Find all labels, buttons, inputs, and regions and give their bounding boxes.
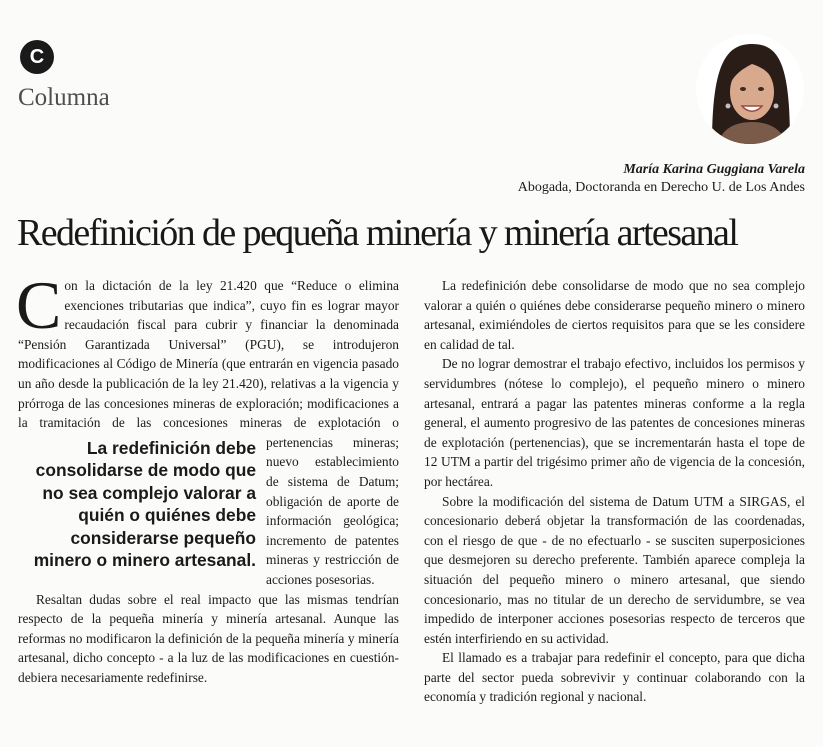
body-paragraph: Resaltan dudas sobre el real impacto que las mismas tendrían respecto de la pequeña minería y minería artesanal. Aunque las reformas no modificaron la definición de la pequeña minería y minería artesanal, dicho concepto - a la luz de las modificaciones en cuestión- debiera necesariamente redefinirse. — [18, 591, 399, 685]
intro-text-continued: mineras de explotación o pertenencias mineras; nuevo establecimiento de sistema de Datum; obligación de aporte de información geológica; incremento de patentes mineras y restricción de acciones posesorias. — [239, 415, 400, 587]
body-paragraph: La redefinición debe consolidarse de modo que no sea complejo valorar a quién o quiénes debe considerarse pequeño minero o minero artesanal, eximiéndoles de ciertos requisitos para que se les considere en calidad de tal. — [424, 278, 805, 352]
pull-quote: La redefinición debe consolidarse de modo que no sea complejo valorar a quién o quiénes debe considerarse pequeño minero o minero artesanal. — [33, 437, 256, 571]
intro-paragraph — [16, 267, 400, 590]
article-column-right — [424, 276, 805, 707]
author-name: María Karina Guggiana Varela — [623, 162, 805, 177]
author-byline — [518, 161, 805, 197]
body-paragraph: De no lograr demostrar el trabajo efectivo, incluidos los permisos y servidumbres (nótese lo complejo), el pequeño minero o minero artesanal, entrará a pagar las patentes mineras conforme a la regla general, el aumento progresivo de las patentes de concesiones mineras de explotación (pertenencias), que se incrementarán hasta el tope de 12 UTM a partir del trigésimo primer año de vigencia de la concesión, por hectárea. — [424, 356, 805, 489]
author-role: Abogada, Doctoranda en Derecho U. de Los Andes — [517, 180, 805, 195]
article-headline: Redefinición de pequeña minería y minería artesanal — [17, 212, 738, 254]
author-portrait-icon — [696, 34, 804, 144]
section-label: Columna — [18, 84, 110, 111]
body-paragraph: El llamado es a trabajar para redefinir el concepto, para que dicha parte del sector pueda sobrevivir y continuar colaborando con la economía y tradición regional y nacional. — [424, 650, 805, 705]
column-badge: C — [20, 40, 54, 74]
drop-cap: C — [16, 267, 62, 343]
body-paragraph: Sobre la modificación del sistema de Datum UTM a SIRGAS, el concesionario deberá objetar la transformación de las coordenadas, con el riesgo de que - de no efectuarlo - se susciten superposiciones que desmejoren su derecho preferente. También aparece compleja la situación del pequeño minero o minero artesanal, que siendo concesionario, mas no titular de un derecho de servidumbre, se vea impedido de interponer acciones posesorias respecto de terceros que estén interfiriendo en su actividad. — [424, 493, 805, 646]
intro-text: on la dictación de la ley 21.420 que “Reduce o elimina exenciones tributarias que indica”, cuyo fin es lograr mayor recaudación fiscal para cubrir y financiar la denominada “Pensión Garantizada Universal” (PGU), se introdujeron modificaciones al Código de Minería (que entrarán en vigencia pasado un año desde la publicación de la ley 21.420), relativas a la vigencia y prórroga de las concesiones mineras de exploración; modificaciones a la tramitación de las concesiones — [18, 278, 399, 431]
article-column-left — [16, 267, 400, 687]
